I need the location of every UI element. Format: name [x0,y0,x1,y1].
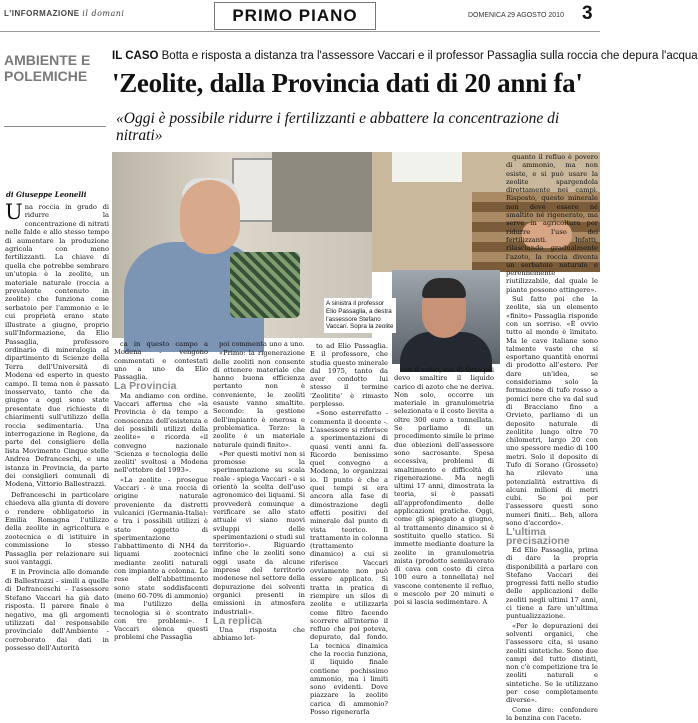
article-paragraph: «Sono esterrefatto - commenta il docente -. L'assessore si riferisce a sperimentazioni di quasi venti anni fa. Ricordo benissimo quel convegno a Modena, lo organizzai io. Il punto è che a quei tempi si era ancora alla fase di dimostrazione degli effetti positivi del minerale dal punto di vista teorico. Il trattamento in colonna (trattamento dinamico) a cui si riferisce Vaccari ovviamente non può essere applicato. Si tratta in pratica di riempire un silos di zeolite e utilizzarla come filtro facendo scorrere all'interno il refluo che poi poteva, depurato, dal fondo. La tecnica dinamica che la roccia funziona, il liquido finale contiene pochissimo ammonio, ma i limiti sono evidenti. Dove piazzare la zeolite carica di ammonio? Posso rigenerarla [310,409,388,717]
article-column-2 [213,340,305,644]
article-paragraph: Una risposta che abbiamo let- [213,626,305,643]
byline: di Giuseppe Leonelli [6,190,87,199]
rail-paragraph: Defranceschi in particolare chiedeva alla giunta di dovere o rendere obbligatorio in Emilia Romagna l'utilizzo della zeolite in agricoltura e zootecnica e di istituire in commissione lo stesso Passaglia per relazionare sui suoi vantaggi. [5,490,109,567]
article-paragraph: ca in questo campo a Modena - vengono commentati e contestati uno a uno da Elio Passaglia. [114,340,208,382]
article-paragraph: «La zeolite - prosegue Vaccari - è una roccia di origine naturale proveniente da distretti vulcanici (Germania-Italia): e tra i possibili utilizzi è stato oggetto di sperimentazione l'abbattimento di NH4 da liquami zootecnici mediante zeoliti naturali con impianto a colonna. Le rese dell'abbattimento sono state soddisfacenti (meno 60-70% di ammonio) ma l'utilizzo della tecnologia si è scontrato con tre problemi». I Vaccari elenca questi problemi che Passaglia [114,475,208,642]
logo-line1: L'INFORMAZIONE [4,9,80,18]
section-title: PRIMO PIANO [214,2,376,30]
left-rail [0,36,110,653]
rail-paragraph: E in Provincia alle domande di Ballestrazzi - simili a quelle di Defranceschi - l'assessore Stefano Vaccari ha già dato risposta. Il parere finale è negativo, ma gli argomenti utilizzati dal responsabile provinciale dell'Ambiente - corroborato dai dati in possesso dell'Autorità [5,568,109,653]
assessore-photo [392,270,500,364]
newspaper-logo [4,9,124,18]
rail-text [5,200,109,655]
logo-line2: il domani [82,9,125,18]
page-number: 3 [582,3,593,24]
article-paragraph: quanto il refluo è povero di ammonio, ma non esiste, e si può usare la zeolite spargendola direttamente nei campi. Risposto, questo minerale non deve essere né smaltito né rigenerato, ma serve in agricoltura per ridurre l'uso dei fertilizzanti. Infatti, rilasciando gradualmente l'azoto, la roccia diventa un serbatoio naturale e perennemente riutilizzabile, dal quale le piante possono attingere». [506,153,598,294]
rail-paragraph: Una roccia in grado di ridurre la concentrazione di nitrati nelle falde e allo stesso tempo di aumentare la produzione agricola con meno fertilizzanti. La chiave di quella che potrebbe sembrare un'utopia è la zeolite, un materiale naturale (roccia a prevalente contenuto in zeolite) che funziona come serbatoio per l'ammonio e le cui proprietà erano state illustrate a giugno, proprio sull'Informazione, da Elio Passaglia, professore ordinario di mineralogia al dipartimento di Scienze della Terra dell'Università di Modena ed esperto in questo campo. Il tema non è passato inosservato, tanto che da giugno a oggi sono state presentate due richieste di chiarimenti sull'utilizzo della roccia sedimentaria. Una interrogazione in Regione, da parte del consigliere della lista Movimento Cinque stelle Andrea Defranceschi, e una istanza in Provincia, da parte dei consiglieri comunali di Modena, Vittorio Ballestrazzi. [5,200,109,489]
article-paragraph: Ed Elio Passaglia, prima di dare la propria disponibilità a parlare con Stefano Vaccari dei progressi fatti nello studio delle applicazioni delle zeoliti negli ultimi 17 anni, ci tiene a fare un'ultima puntualizzazione. [506,545,598,621]
article-column-4 [394,366,494,608]
article-column-3 [310,342,388,717]
article-heading [112,50,698,160]
rail-divider [4,126,106,127]
masthead [0,0,600,30]
subheading: L'ultima precisazione [506,526,570,547]
kicker-line [112,50,698,62]
article-paragraph: Ma andiamo con ordine. Vaccari afferma che «la Provincia è da tempo a conoscenza dell'esistenza e dei possibili utilizzi della zeolite» e ricorda «il convegno nazionale 'Scienza e tecnologia delle zeoliti' svoltosi a Modena nell'ottobre del 1993». [114,391,208,475]
subheading: La Provincia [114,380,177,393]
article-paragraph: «Per le depurazioni dei solventi organici, che l'assessore cita, si usano zeoliti sintetiche. Sono due campi del tutto distinti, non c'è competizione tra le zeoliti naturali e sintetiche. Se le utilizzano per cose completamente diverse». [506,621,598,705]
article-paragraph: «Primo: la rigenerazione delle zeoliti non consente di ottenere materiale che hanno buona efficienza pertanto non è conveniente, le zeoliti esauste vanno smaltite. Secondo: la gestione dell'impianto è onerosa e problematica. Terzo: la zeolite è un materiale naturale quindi finito». [213,349,305,449]
article-paragraph: Sul fatto poi che la zeolite, sia un elemento «finito» Passaglia risponde con un sorriso. «È ovvio tutto al mondo è limitato. Ma le cave italiane sono talmente vaste che si esportano quantità enormi di prodotto all'estero. Per dare un'idea, se consideriamo solo la formazione di tufo rosso a pomici nere che va dal sud di Bracciano fino a Orvieto, parliamo di un deposito naturale di zeolitite lungo oltre 70 chilometri, largo 20 con uno spessore medio di 100 metri. Solo il deposito di Tufo di Sorano (Grosseto) ha rilevato una potenzialità estrattiva di alcuni milioni di metri cubi. Se poi per l'assessore questi sono numeri finiti... Beh, allora sono d'accordo». [506,295,598,528]
kicker-label: IL CASO [112,50,159,62]
drop-cap: U [5,200,23,224]
rail-kicker: AMBIENTE E POLEMICHE [4,52,91,84]
photo-caption: A sinistra il professor Elio Passaglia, a destra l'assessore Stefano Vaccari. Sopra la zeolite [324,298,396,333]
article-paragraph: Come dire: confondere la benzina con l'aceto. [506,705,598,722]
article-column-5 [506,153,598,723]
header-divider [0,31,600,32]
headline: 'Zeolite, dalla Provincia dati di 20 anni fa' [112,68,583,98]
article-paragraph: con il sodio, ma di fatto poi devo smaltire il liquido carico di azoto che ne deriva. Non solo, occorre un materiale in granulometria selezionata e il costo lievita a oltre 300 euro a tonnellata. Se parliamo di un procedimento simile le prime due obiezioni dell'assessore sono sacrosante. Spesa eccessiva, problemi di smaltimento e difficoltà di rigenerazione. Ma negli ultimi 17 anni, dimostrata la teoria, si è passati all'approfondimento delle applicazioni pratiche. Oggi, come gli spiegato a giugno, al trattamento dinamico si è sostituito quello statico. Si immette mediante doature la zeolite in granulometria mista (prodotto semilavorato di cava con costo di circa 100 euro a tonnellata) nel vascone contenente il refluo, e mescolo per 20 minuti e poi si lascia sedimentare. A [394,366,494,607]
issue-date: DOMENICA 29 AGOSTO 2010 [468,12,564,19]
article-paragraph: «Per questi motivi non si promosse la sperimentazione su scala reale - spiega Vaccari - e si orientò la scelta dell'uso agronomico dei liquami. Si provvederà comunque a verificare se allo stato attuale vi siano nuovi sviluppi delle sperimentazioni o studi sul territorio». Riguardo infine che le zeoliti sono oggi usate da alcune imprese del territorio modenese nel settore della depurazione dei solventi organici presenti in emissioni in atmosfera industriali». [213,449,305,616]
pull-quote: «Oggi è possibile ridurre i fertilizzanti e abbattere la concentrazione di nitrati» [116,110,560,144]
subheading: La replica [213,614,263,627]
kicker-text: Botta e risposta a distanza tra l'assessore Vaccari e il professor Passaglia sulla roccia che depura l'acqua [161,50,698,62]
article-paragraph: poi commenta uno a uno. [219,340,305,348]
article-column-1 [114,340,208,643]
article-paragraph: to ad Elio Passaglia. E il professore, che studia questo minerale dal 1975, tanto da aver condotto lui stesso il termine 'Zeolitite' è rimasto perplesso. [310,342,388,409]
